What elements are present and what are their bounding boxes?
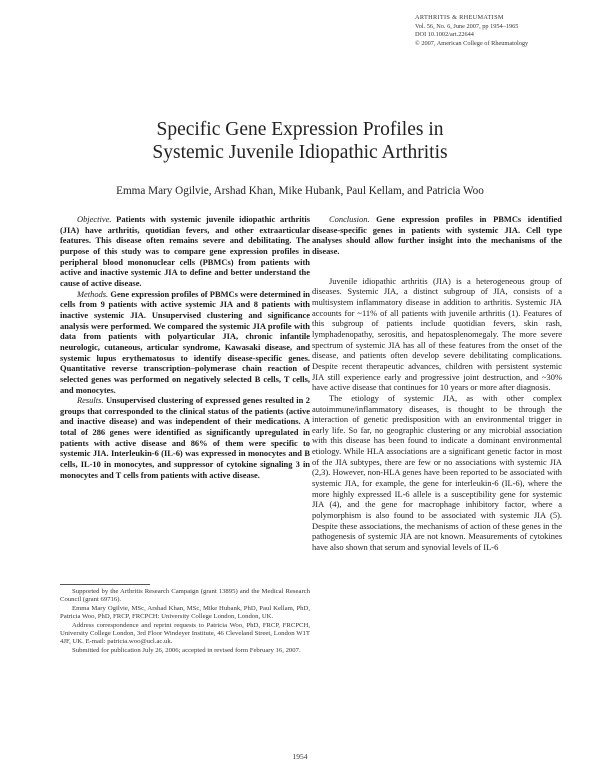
doi: DOI 10.1002/art.22644 [415,31,474,39]
footnote-correspondence: Address correspondence and reprint requests to Patricia Woo, PhD, FRCP, FRCPCH, University College London, 3rd Floor Windeyer Institute, 46 Cleveland Street, London W1T 4JF, UK. E-mail: patricia.woo@ucl.ac.uk. [60,621,310,646]
results-label: Results. [77,395,104,406]
abstract-conclusion [312,214,562,257]
conclusion-text: Gene expression profiles in PBMCs identified disease-specific genes in patients with systemic JIA. Cell type analyses should allow further insight into the mechanisms of the disease. [312,214,562,256]
footnote-submitted: Submitted for publication July 26, 2006; accepted in revised form February 16, 2007. [72,646,301,654]
footnote-divider [60,584,150,585]
methods-text: Gene expression profiles of PBMCs were determined in cells from 9 patients with active systemic JIA and 8 patients with inactive systemic JIA. Unsupervised clustering and significance analysis were performed. We compared the systemic JIA profile with data from patients with polyarticular JIA, chronic infantile neurologic, cutaneous, articular syndrome, Kawasaki disease, and systemic lupus erythematosus to identify disease-specific genes. Quantitative reverse transcription–polymerase chain reaction of selected genes was performed on negatively selected B cells, T cells, and monocytes. [60,288,310,395]
body-paragraph-2: The etiology of systemic JIA, as with other complex autoimmune/inflammatory diseases, is thought to be through the interaction of genetic predisposition with an environmental trigger in early life. So far, no geographic clustering or any microbial association with this disease has been found to indicate a dominant environmental etiology. While HLA associations are a significant genetic factor in most of the JIA subtypes, there are few or no associations with systemic JIA (2,3). However, non-HLA genes have been reported to be associated with systemic JIA, for example, the gene for interleukin-6 (IL-6), where the more highly expressed IL-6 allele is a susceptibility gene for systemic JIA (4), and the gene for macrophage inhibitory factor, where a polymorphism is also found to be associated with systemic JIA (5). Despite these associations, the mechanisms of action of these genes in the pathogenesis of systemic JIA are not known. Measurements of cytokines have also shown that serum and synovial levels of IL-6 [312,392,562,553]
author-list: Emma Mary Ogilvie, Arshad Khan, Mike Hubank, Paul Kellam, and Patricia Woo [116,185,484,197]
page-number: 1954 [292,752,308,761]
title-line-2: Systemic Juvenile Idiopathic Arthritis [152,142,448,163]
abstract-methods [60,289,310,396]
body-text [312,276,562,553]
section-spacer [312,257,562,276]
article-title [0,118,600,164]
objective-text: Patients with systemic juvenile idiopathic arthritis (JIA) have arthritis, quotidian fevers, and other extraarticular features. This disease often remains severe and debilitating. The purpose of this study was to compare gene expression profiles in peripheral blood mononuclear cells (PBMCs) from patients with active and inactive systemic JIA to define and better understand the cause of active disease. [60,214,310,288]
title-line-1: Specific Gene Expression Profiles in [156,119,444,140]
right-column [312,214,562,553]
footnote-support: Supported by the Arthritis Research Campaign (grant 13895) and the Medical Research Council (grant 69716). [60,588,310,604]
results-text: Unsupervised clustering of expressed genes resulted in 2 groups that corresponded to the clinical status of the patients (active and inactive disease) and was independent of their medications. A total of 286 genes were identified as significantly upregulated in patients with active disease and 86% of them were specific to systemic JIA. Interleukin-6 (IL-6) was expressed in monocytes and B cells, IL-10 in monocytes, and suppressor of cytokine signaling 3 in monocytes and T cells from patients with active disease. [60,395,310,480]
body-paragraph-1: Juvenile idiopathic arthritis (JIA) is a heterogeneous group of diseases. Systemic JIA, a distinct subgroup of JIA, consists of a multisystem inflammatory disease in addition to arthritis. Systemic JIA accounts for ~11% of all patients with juvenile arthritis (1). Features of this subgroup of patients include quotidian fevers, skin rash, lymphadenopathy, serositis, and hepatosplenomegaly. The more severe spectrum of systemic JIA has all of these features from the onset of the disease, and patients often develop severe debilitating complications. Despite recent therapeutic advances, children with persistent systemic JIA still experience early and progressive joint destruction, and ~30% have active disease that continues for 10 years or more after diagnosis. [312,275,562,393]
left-column [60,214,310,480]
journal-header [415,14,590,48]
journal-name: ARTHRITIS & RHEUMATISM [415,14,504,21]
abstract-objective [60,214,310,289]
abstract-results [60,395,310,480]
methods-label: Methods. [77,288,109,299]
objective-label: Objective. [77,214,112,224]
volume-info: Vol. 56, No. 6, June 2007, pp 1954–1965 [415,22,519,30]
copyright: © 2007, American College of Rheumatology [415,39,529,47]
footnote-affiliations: Emma Mary Ogilvie, MSc, Arshad Khan, MSc, Mike Hubank, PhD, Paul Kellam, PhD, Patricia Woo, PhD, FRCP, FRCPCH: University College London, London, UK. [60,604,310,621]
conclusion-label: Conclusion. [329,214,370,224]
footnotes [60,588,310,655]
